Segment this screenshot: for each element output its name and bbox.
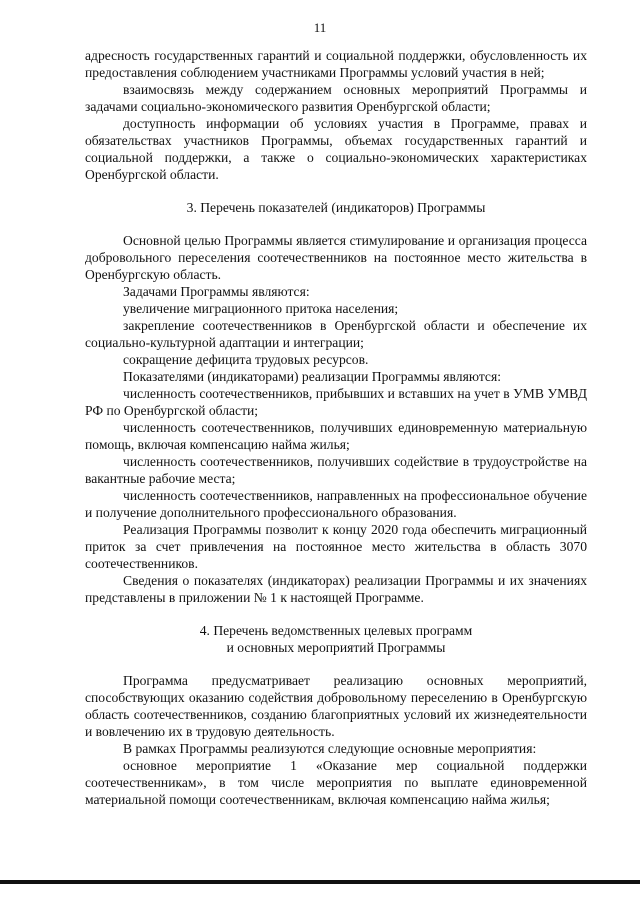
list-item: закрепление соотечественников в Оренбургской области и обеспечение их социально-культурной адаптации и интеграции;: [85, 318, 587, 350]
paragraph: Показателями (индикаторами) реализации Программы являются:: [123, 369, 501, 384]
paragraph: Основной целью Программы является стимулирование и организация процесса добровольного переселения соотечественников на постоянное место жительства в Оренбургскую область.: [85, 233, 587, 282]
paragraph: Реализация Программы позволит к концу 2020 года обеспечить миграционный приток за счет привлечения на постоянное место жительства в область 3070 соотечественников.: [85, 522, 587, 571]
paragraph: адресность государственных гарантий и социальной поддержки, обусловленность их предоставления соблюдением участниками Программы условий участия в ней;: [85, 48, 587, 80]
list-item: численность соотечественников, направленных на профессиональное обучение и получение дополнительного профессионального образования.: [85, 488, 587, 520]
document-body: [85, 47, 587, 808]
paragraph: взаимосвязь между содержанием основных мероприятий Программы и задачами социально-экономического развития Оренбургской области;: [85, 82, 587, 114]
list-item: основное мероприятие 1 «Оказание мер социальной поддержки соотечественникам», в том числе мероприятия по выплате единовременной материальной помощи соотечественникам, включая компенсацию найма жилья;: [85, 758, 587, 807]
list-item: численность соотечественников, получивших единовременную материальную помощь, включая компенсацию найма жилья;: [85, 420, 587, 452]
section-heading-3: 3. Перечень показателей (индикаторов) Программы: [186, 200, 486, 215]
section-heading-4-line-2: и основных мероприятий Программы: [226, 640, 446, 655]
list-item: численность соотечественников, прибывших и вставших на учет в УМВ УМВД РФ по Оренбургской области;: [85, 386, 587, 418]
paragraph: Программа предусматривает реализацию основных мероприятий, способствующих оказанию содействия добровольному переселению в Оренбургскую область соотечественников, созданию благоприятных условий их жизнедеятельности и вовлечению их в трудовую деятельность.: [85, 673, 587, 739]
list-item: сокращение дефицита трудовых ресурсов.: [123, 352, 369, 367]
paragraph: Задачами Программы являются:: [123, 284, 310, 299]
page-bottom-rule: [0, 880, 640, 884]
page-number: 11: [313, 20, 327, 35]
paragraph: Сведения о показателях (индикаторах) реализации Программы и их значениях представлены в приложении № 1 к настоящей Программе.: [85, 573, 587, 605]
list-item: численность соотечественников, получивших содействие в трудоустройстве на вакантные рабочие места;: [85, 454, 587, 486]
list-item: увеличение миграционного притока населения;: [123, 301, 399, 316]
paragraph: В рамках Программы реализуются следующие основные мероприятия:: [123, 741, 537, 756]
section-heading-4: 4. Перечень ведомственных целевых программ: [199, 623, 473, 638]
paragraph: доступность информации об условиях участия в Программе, правах и обязательствах участников Программы, объемах государственных гарантий и социальной поддержки, а также о социально-экономических характеристиках Оренбургской области.: [85, 116, 587, 182]
